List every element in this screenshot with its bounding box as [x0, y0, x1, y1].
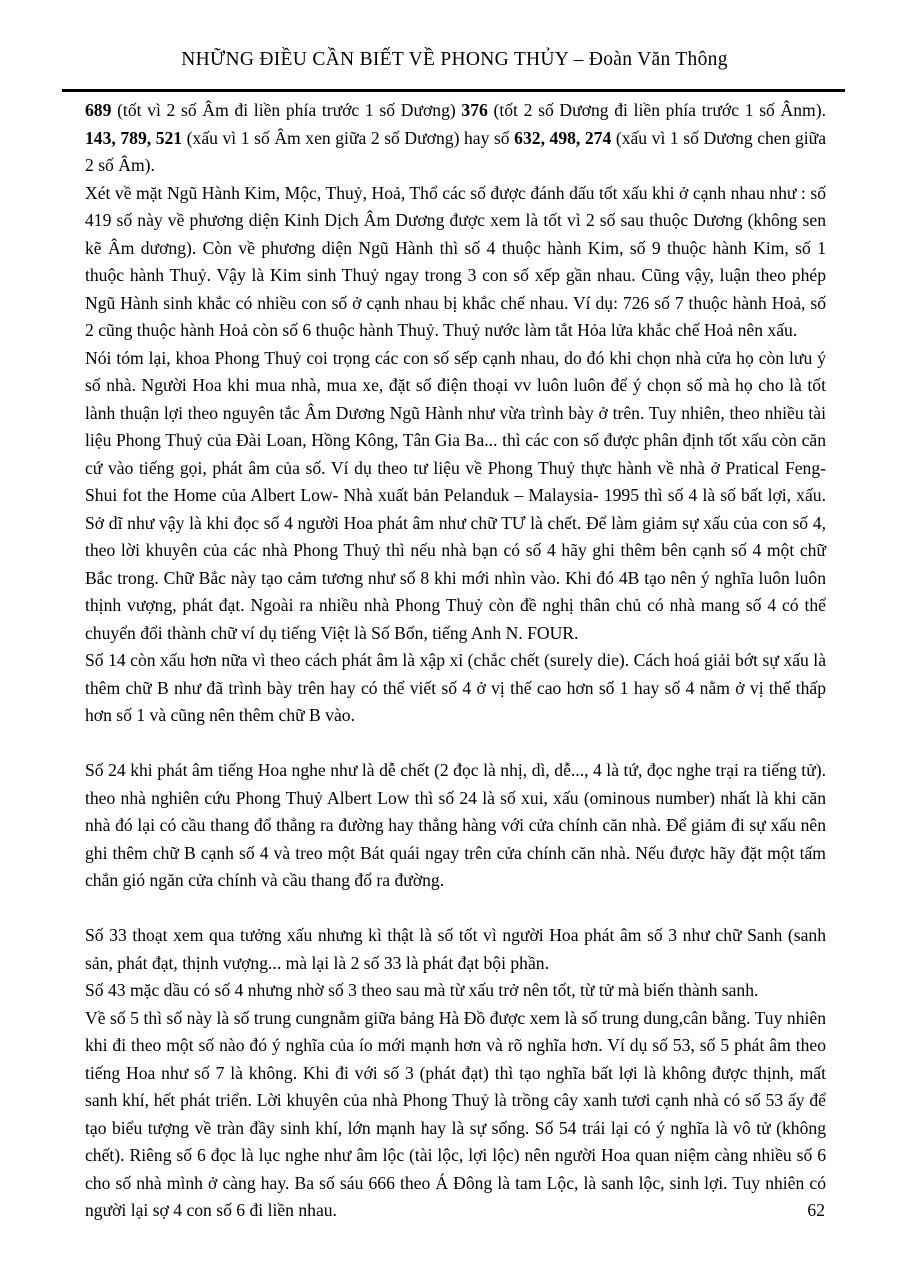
text-segment: Về số 5 thì số này là số trung cungnằm giữa bảng Hà Đồ được xem là số trung dung,cân bằng. Tuy nhiên khi đi theo một số nào đó ý nghĩa của ío mới mạnh hơn và rõ nghĩa hơn. Ví dụ số 53, số 5 phát âm theo tiếng Hoa như số 7 là không. Khi đi với số 3 (phát đạt) thì tạo nghĩa bất lợi là không được thịnh, mất sanh khí, hết phát triển. Lời khuyên của nhà Phong Thuỷ là trồng cây xanh tươi cạnh nhà có số 53 ấy để tạo biểu tượng về tràn đầy sinh khí, lớn mạnh hay là sự sống. Số 54 trái lại có ý nghĩa là vô tử (không chết). Riêng số 6 đọc là lục nghe như âm lộc (tài lộc, lợi lộc) nên người Hoa quan niệm càng nhiều số 6 cho số nhà mình ở càng hay. Ba số sáu 666 theo Á Đông là tam Lộc, là sanh lộc, sinh lợi. Tuy nhiên có người lại sợ 4 con số 6 đi liền nhau.	[85, 1007, 826, 1220]
paragraph	[85, 647, 826, 730]
paragraph	[85, 345, 826, 648]
text-segment: (xấu vì 1 số Dương chen giữa 2 số Âm).	[85, 127, 827, 175]
paragraph	[85, 757, 826, 895]
bold-text-segment: 143, 789, 521	[85, 127, 183, 148]
paragraph	[85, 977, 826, 1005]
paragraph	[85, 1005, 826, 1225]
text-segment: Số 14 còn xấu hơn nữa vì theo cách phát âm là xập xỉ (chắc chết (surely die). Cách hoá giải bớt sự xấu là thêm chữ B như đã trình bày trên hay có thể viết số 4 ở vị thế cao hơn số 1 hay số 4 nằm ở vị thế thấp hơn số 1 và cũng nên thêm chữ B vào.	[85, 650, 826, 725]
text-segment: (tốt vì 2 số Âm đi liền phía trước 1 số Dương)	[111, 100, 462, 120]
text-segment: (xấu vì 1 số Âm xen giữa 2 số Dương) hay số	[182, 127, 515, 148]
text-segment: Xét về mặt Ngũ Hành Kim, Mộc, Thuỷ, Hoả, Thổ các số được đánh dấu tốt xấu khi ở cạnh nhau như : số 419 số này về phương diện Kinh Dịch Âm Dương được xem là tốt vì 2 số sau thuộc Dương (không sen kẽ Âm dương). Còn về phương diện Ngũ Hành thì số 4 thuộc hành Kim, số 9 thuộc hành Kim, số 1 thuộc hành Thuỷ. Vậy là Kim sinh Thuỷ ngay trong 3 con số xếp gần nhau. Cũng vậy, luận theo phép Ngũ Hành sinh khắc có nhiều con số ở cạnh nhau bị khắc chế nhau. Ví dụ: 726 số 7 thuộc hành Hoả, số 2 cũng thuộc hành Hoả còn số 6 thuộc hành Thuỷ. Thuỷ nước làm tắt Hỏa lửa khắc chế Hoả nên xấu.	[85, 182, 826, 340]
page-header-title: NHỮNG ĐIỀU CẦN BIẾT VỀ PHONG THỦY – Đoàn Văn Thông	[181, 49, 728, 70]
page-number: 62	[807, 1200, 825, 1220]
paragraph	[85, 180, 826, 345]
text-segment: Số 43 mặc dầu có số 4 nhưng nhờ số 3 theo sau mà từ xấu trở nên tốt, từ tử mà biến thành sanh.	[85, 980, 759, 1000]
bold-text-segment: 376	[461, 100, 488, 120]
text-segment: (tốt 2 số Dương đi liền phía trước 1 số Ânm).	[487, 100, 826, 120]
bold-text-segment: 632, 498, 274	[514, 127, 612, 148]
paragraph	[85, 922, 826, 977]
text-segment: Nói tóm lại, khoa Phong Thuỷ coi trọng các con số sếp cạnh nhau, do đó khi chọn nhà cửa họ còn lưu ý số nhà. Người Hoa khi mua nhà, mua xe, đặt số điện thoại vv luôn luôn để ý chọn số mà họ cho là tốt lành thuận lợi theo nguyên tắc Âm Dương Ngũ Hành như vừa trình bày ở trên. Tuy nhiên, theo nhiều tài liệu Phong Thuỷ của Đài Loan, Hồng Kông, Tân Gia Ba... thì các con số được phân định tốt xấu còn căn cứ vào tiếng gọi, phát âm của số. Ví dụ theo tư liệu về Phong Thuỷ thực hành về nhà ở Pratical Feng-Shui fot the Home của Albert Low- Nhà xuất bản Pelanduk – Malaysia- 1995 thì số 4 là số bất lợi, xấu. Sở dĩ như vậy là khi đọc số 4 người Hoa phát âm như chữ TƯ là chết. Để làm giảm sự xấu của con số 4, theo lời khuyên của các nhà Phong Thuỷ thì nếu nhà bạn có số 4 hãy ghi thêm bên cạnh số 4 một chữ Bắc trong. Chữ Bắc này tạo cảm tương như số 8 khi mới nhìn vào. Khi đó 4B tạo nên ý nghĩa luôn luôn thịnh vượng, phát đạt. Ngoài ra nhiều nhà Phong Thuỷ còn đề nghị thân chủ có nhà mang số 4 có thể chuyển đổi thành chữ ví dụ tiếng Việt là Số Bốn, tiếng Anh N. FOUR.	[85, 347, 826, 643]
text-segment: Số 33 thoạt xem qua tưởng xấu nhưng kì thật là số tốt vì người Hoa phát âm số 3 như chữ Sanh (sanh sản, phát đạt, thịnh vượng... mà lại là 2 số 33 là phát đạt bội phần.	[85, 925, 826, 973]
document-body	[85, 97, 826, 1225]
header-divider	[62, 89, 845, 92]
text-segment: Số 24 khi phát âm tiếng Hoa nghe như là dễ chết (2 đọc là nhị, dì, dễ..., 4 là tứ, đọc nghe trại ra tiếng tử). theo nhà nghiên cứu Phong Thuỷ Albert Low thì số 24 là số xui, xấu (ominous number) nhất là khi căn nhà đó lại có cầu thang đổ thẳng ra đường hay thẳng hàng với cửa chính căn nhà. Để giảm đi sự xấu nên ghi thêm chữ B cạnh số 4 và treo một Bát quái ngay trên cửa chính căn nhà. Nếu được hãy đặt một tấm chắn gió ngăn cửa chính và cầu thang đổ ra đường.	[85, 760, 826, 890]
bold-text-segment: 689	[85, 100, 112, 120]
paragraph	[85, 97, 826, 180]
